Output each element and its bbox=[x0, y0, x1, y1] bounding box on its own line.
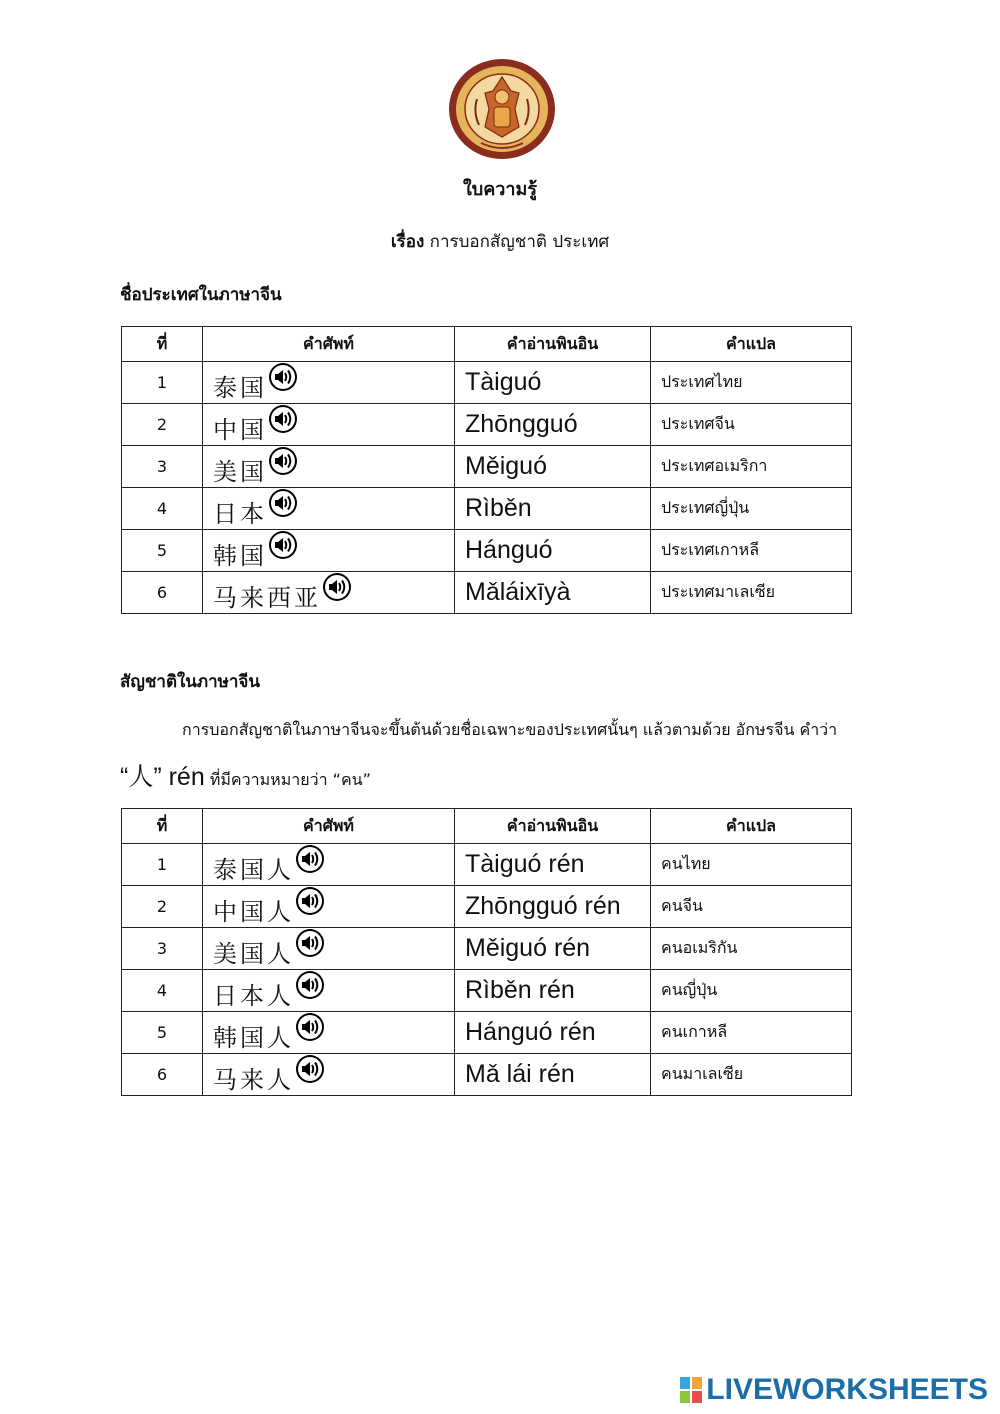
chinese-word: 马来人 bbox=[213, 1066, 294, 1094]
pinyin: Hánguó bbox=[455, 530, 651, 572]
vocational-commission-seal-logo bbox=[447, 57, 557, 162]
chinese-word-cell bbox=[203, 886, 455, 928]
chinese-word: 美国人 bbox=[213, 940, 294, 968]
subject-text: การบอกสัญชาติ ประเทศ bbox=[429, 232, 610, 252]
explanation-line-2 bbox=[120, 757, 371, 793]
ren-character: “人” rén bbox=[120, 763, 205, 791]
row-number: 4 bbox=[122, 488, 203, 530]
row-number: 3 bbox=[122, 446, 203, 488]
thai-meaning: คนอเมริกัน bbox=[651, 928, 852, 970]
row-number: 4 bbox=[122, 970, 203, 1012]
pinyin: Měiguó bbox=[455, 446, 651, 488]
chinese-word: 中国人 bbox=[213, 898, 294, 926]
pinyin: Mǎláixīyà bbox=[455, 572, 651, 614]
chinese-word: 美国 bbox=[213, 458, 267, 486]
brand-text: LIVEWORKSHEETS bbox=[706, 1373, 988, 1406]
nationality-table bbox=[121, 808, 852, 1096]
speaker-audio-icon[interactable] bbox=[268, 530, 298, 560]
thai-meaning: คนเกาหลี bbox=[651, 1012, 852, 1054]
table-row bbox=[122, 572, 852, 614]
speaker-audio-icon[interactable] bbox=[295, 928, 325, 958]
chinese-word-cell bbox=[203, 844, 455, 886]
pinyin: Tàiguó bbox=[455, 362, 651, 404]
section2-heading: สัญชาติในภาษาจีน bbox=[120, 672, 260, 692]
thai-meaning: คนญี่ปุ่น bbox=[651, 970, 852, 1012]
speaker-audio-icon[interactable] bbox=[322, 572, 352, 602]
table-row bbox=[122, 530, 852, 572]
pinyin: Zhōngguó rén bbox=[455, 886, 651, 928]
subject-line bbox=[0, 228, 1000, 255]
table-row bbox=[122, 928, 852, 970]
chinese-word-cell bbox=[203, 572, 455, 614]
row-number: 6 bbox=[122, 1054, 203, 1096]
column-header: คำแปล bbox=[651, 809, 852, 844]
speaker-audio-icon[interactable] bbox=[268, 362, 298, 392]
thai-meaning: ประเทศอเมริกา bbox=[651, 446, 852, 488]
liveworksheets-logo-icon bbox=[680, 1377, 702, 1403]
speaker-audio-icon[interactable] bbox=[295, 886, 325, 916]
chinese-word: 泰国 bbox=[213, 374, 267, 402]
table-row bbox=[122, 1012, 852, 1054]
thai-meaning: ประเทศมาเลเซีย bbox=[651, 572, 852, 614]
thai-meaning: ประเทศญี่ปุ่น bbox=[651, 488, 852, 530]
table-row bbox=[122, 362, 852, 404]
speaker-audio-icon[interactable] bbox=[295, 844, 325, 874]
row-number: 2 bbox=[122, 404, 203, 446]
country-names-table bbox=[121, 326, 852, 614]
pinyin: Hánguó rén bbox=[455, 1012, 651, 1054]
thai-meaning: ประเทศเกาหลี bbox=[651, 530, 852, 572]
table-row bbox=[122, 970, 852, 1012]
chinese-word-cell bbox=[203, 488, 455, 530]
speaker-audio-icon[interactable] bbox=[295, 1012, 325, 1042]
explanation-meaning: ที่มีความหมายว่า “คน” bbox=[209, 770, 371, 789]
chinese-word-cell bbox=[203, 1054, 455, 1096]
speaker-audio-icon[interactable] bbox=[268, 404, 298, 434]
pinyin: Zhōngguó bbox=[455, 404, 651, 446]
thai-meaning: คนไทย bbox=[651, 844, 852, 886]
section1-heading: ชื่อประเทศในภาษาจีน bbox=[120, 285, 282, 305]
chinese-word: 日本 bbox=[213, 500, 267, 528]
thai-meaning: ประเทศจีน bbox=[651, 404, 852, 446]
chinese-word-cell bbox=[203, 404, 455, 446]
pinyin: Rìběn bbox=[455, 488, 651, 530]
page-title: ใบความรู้ bbox=[462, 179, 537, 200]
column-header: ที่ bbox=[122, 809, 203, 844]
column-header: ที่ bbox=[122, 327, 203, 362]
column-header: คำแปล bbox=[651, 327, 852, 362]
chinese-word-cell bbox=[203, 530, 455, 572]
row-number: 5 bbox=[122, 1012, 203, 1054]
chinese-word: 中国 bbox=[213, 416, 267, 444]
subject-label: เรื่อง bbox=[390, 232, 425, 252]
speaker-audio-icon[interactable] bbox=[295, 970, 325, 1000]
column-header: คำอ่านพินอิน bbox=[455, 809, 651, 844]
row-number: 1 bbox=[122, 362, 203, 404]
row-number: 6 bbox=[122, 572, 203, 614]
thai-meaning: คนมาเลเซีย bbox=[651, 1054, 852, 1096]
table-header-row bbox=[122, 809, 852, 844]
chinese-word: 马来西亚 bbox=[213, 584, 321, 612]
column-header: คำศัพท์ bbox=[203, 809, 455, 844]
pinyin: Mǎ lái rén bbox=[455, 1054, 651, 1096]
table-row bbox=[122, 886, 852, 928]
table-row bbox=[122, 404, 852, 446]
table-row bbox=[122, 446, 852, 488]
chinese-word-cell bbox=[203, 446, 455, 488]
row-number: 2 bbox=[122, 886, 203, 928]
column-header: คำอ่านพินอิน bbox=[455, 327, 651, 362]
chinese-word: 泰国人 bbox=[213, 856, 294, 884]
chinese-word-cell bbox=[203, 1012, 455, 1054]
speaker-audio-icon[interactable] bbox=[268, 446, 298, 476]
thai-meaning: ประเทศไทย bbox=[651, 362, 852, 404]
table-row bbox=[122, 844, 852, 886]
pinyin: Rìběn rén bbox=[455, 970, 651, 1012]
chinese-word-cell bbox=[203, 928, 455, 970]
chinese-word-cell bbox=[203, 970, 455, 1012]
chinese-word: 韩国 bbox=[213, 542, 267, 570]
pinyin: Tàiguó rén bbox=[455, 844, 651, 886]
column-header: คำศัพท์ bbox=[203, 327, 455, 362]
row-number: 3 bbox=[122, 928, 203, 970]
chinese-word: 日本人 bbox=[213, 982, 294, 1010]
table-row bbox=[122, 1054, 852, 1096]
row-number: 1 bbox=[122, 844, 203, 886]
thai-meaning: คนจีน bbox=[651, 886, 852, 928]
chinese-word-cell bbox=[203, 362, 455, 404]
chinese-word: 韩国人 bbox=[213, 1024, 294, 1052]
table-header-row bbox=[122, 327, 852, 362]
explanation-line-1: การบอกสัญชาติในภาษาจีนจะขึ้นต้นด้วยชื่อเฉพาะของประเทศนั้นๆ แล้วตามด้วย อักษรจีน คำว่า bbox=[182, 720, 838, 739]
pinyin: Měiguó rén bbox=[455, 928, 651, 970]
liveworksheets-brand bbox=[680, 1372, 988, 1408]
table-row bbox=[122, 488, 852, 530]
row-number: 5 bbox=[122, 530, 203, 572]
speaker-audio-icon[interactable] bbox=[268, 488, 298, 518]
speaker-audio-icon[interactable] bbox=[295, 1054, 325, 1084]
